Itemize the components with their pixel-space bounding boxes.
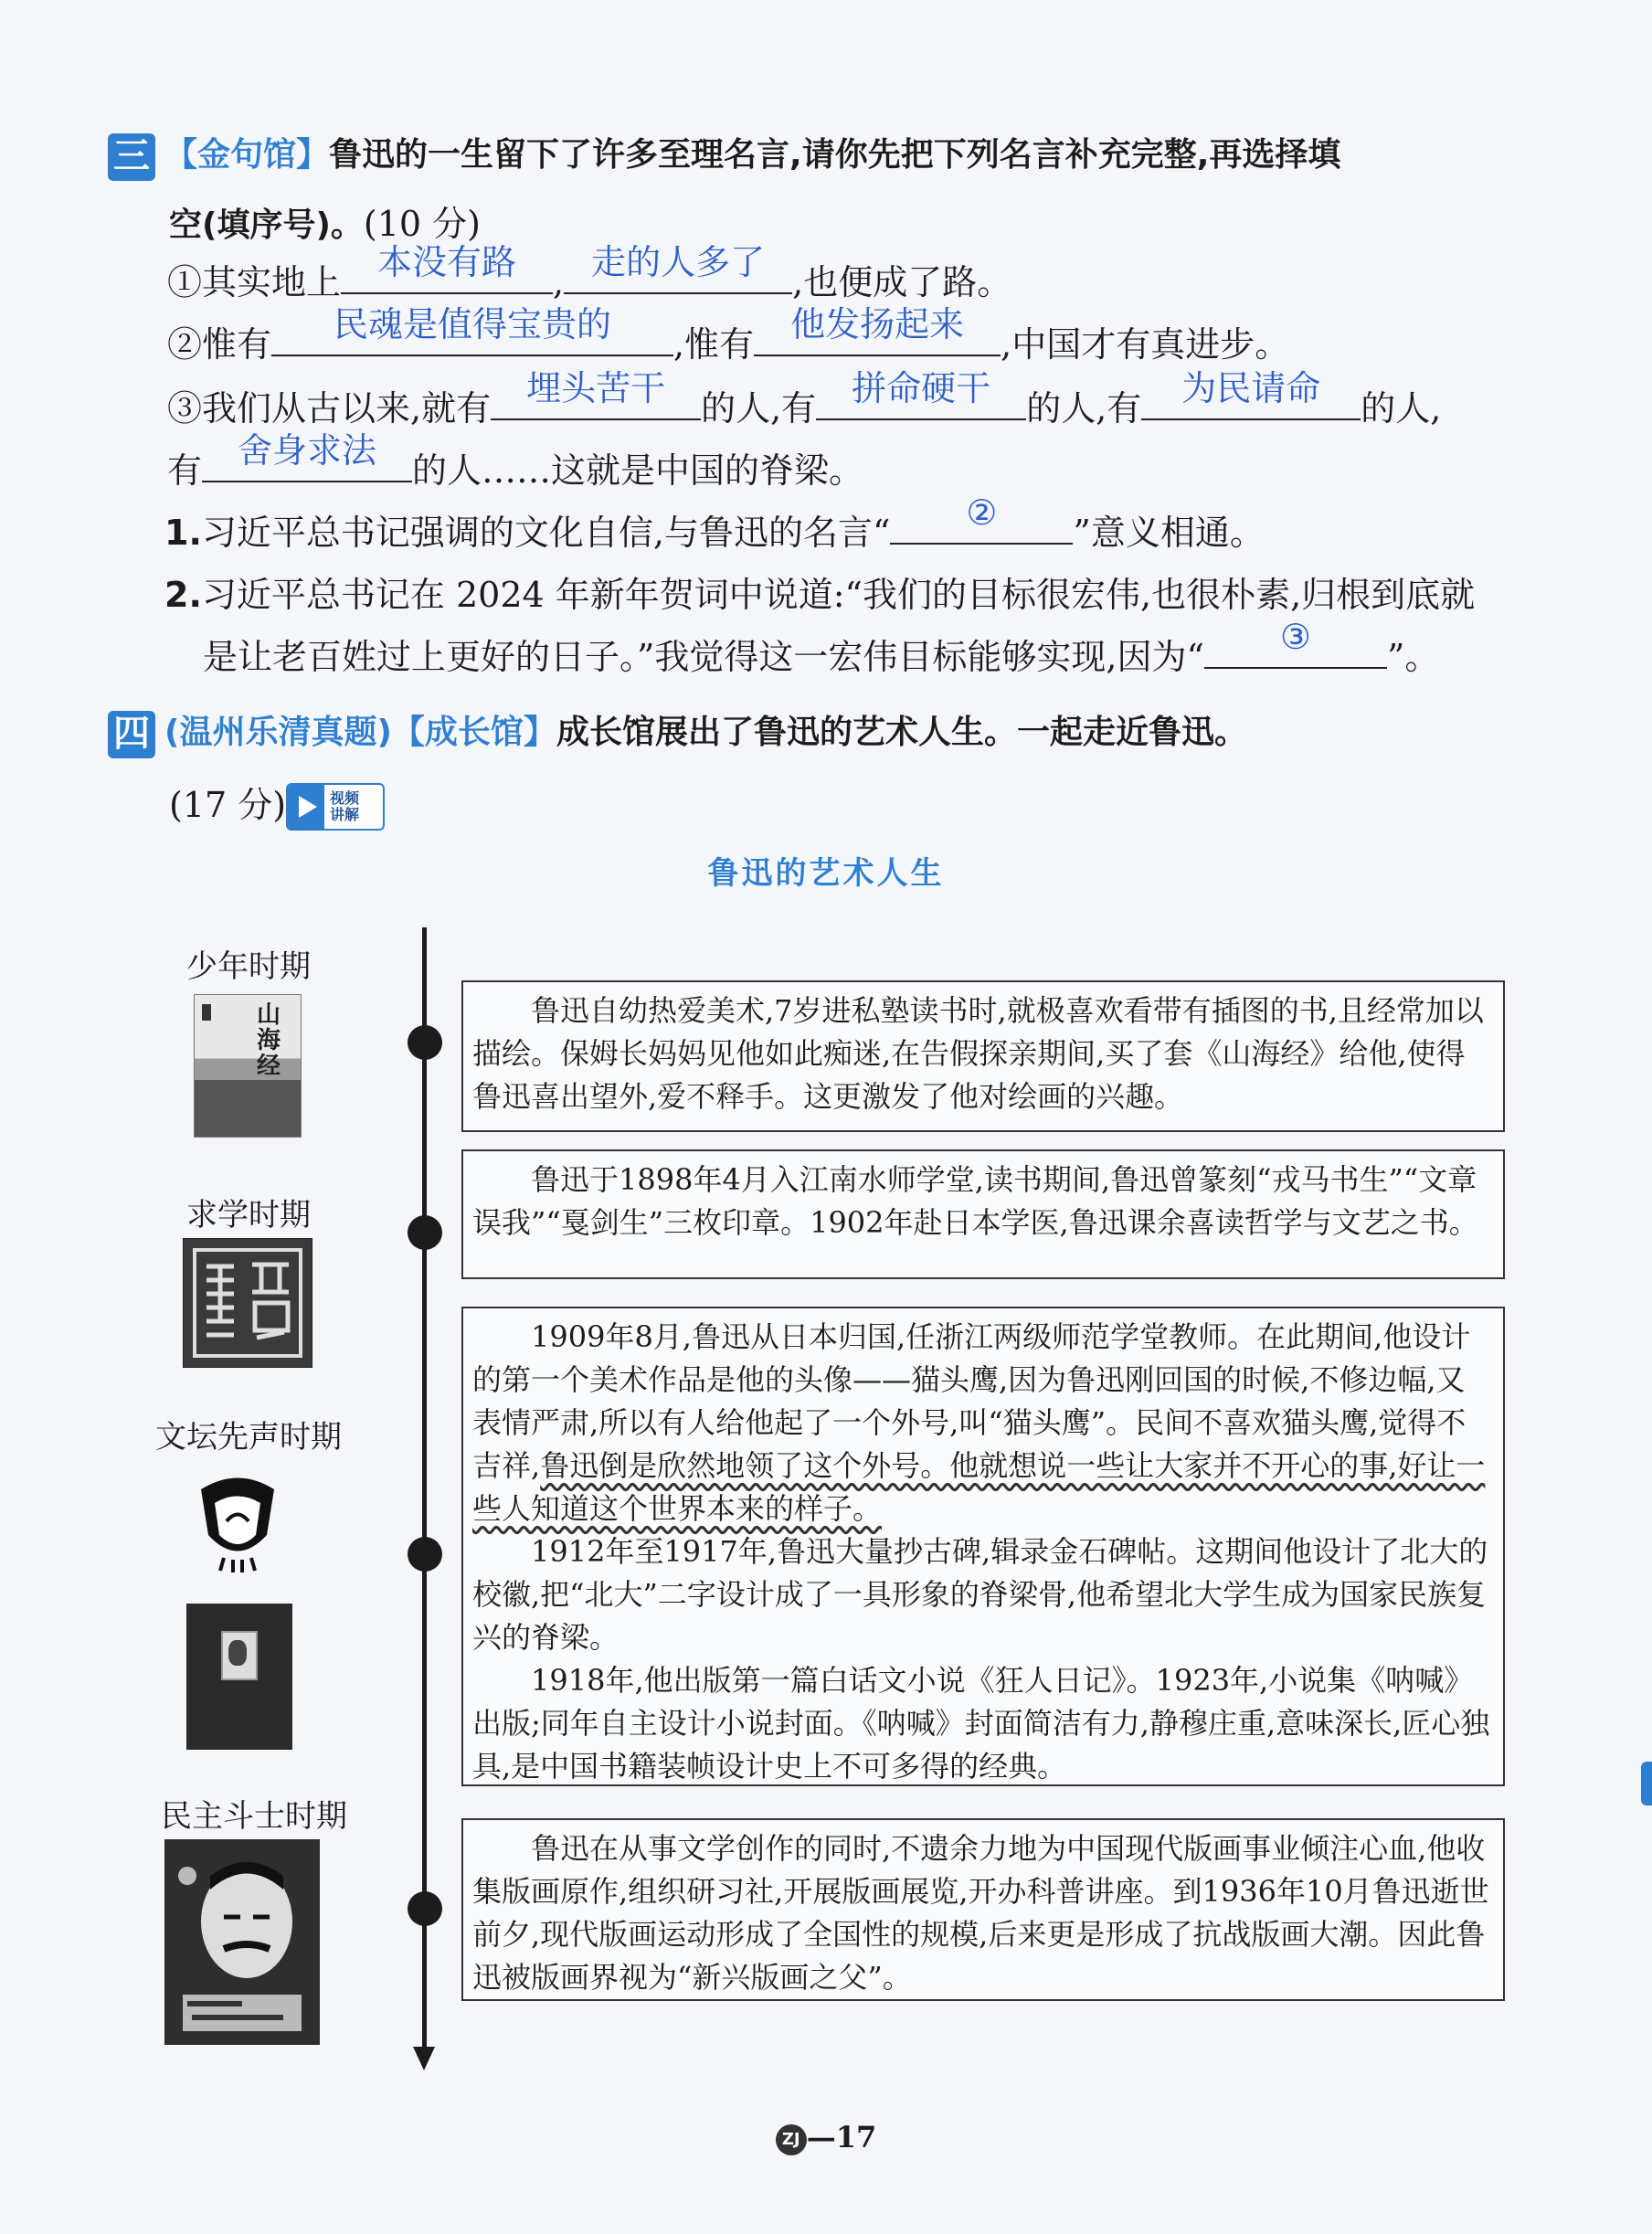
seal-stamp-image xyxy=(183,1238,312,1368)
quote-3-blank-2[interactable]: 拼命硬干 xyxy=(816,391,1026,420)
timeline-arrow-icon xyxy=(413,2047,435,2070)
timeline-dot xyxy=(408,1025,442,1060)
section-4-tag: 【成长馆】 xyxy=(391,714,556,751)
owl-image xyxy=(192,1471,283,1576)
period-label: 求学时期 xyxy=(186,1197,311,1233)
timeline-box-2: 鲁迅于1898年4月入江南水师学堂,读书期间,鲁迅曾篆刻“戎马书生”“文章误我”“戛剑生”三枚印章。1902年赴日本学医,鲁迅课余喜读哲学与文艺之书。 xyxy=(461,1149,1505,1279)
quote-1: ①其实地上 本没有路 , 走的人多了 ,也便成了路。 xyxy=(167,242,1012,302)
period-label: 文坛先声时期 xyxy=(155,1419,342,1456)
section-4-score: (17 分) xyxy=(169,785,287,825)
woodcut-portrait-image xyxy=(164,1839,320,2045)
page-number: —17 xyxy=(806,2120,877,2155)
subq-1: 1.习近平总书记强调的文化自信,与鲁迅的名言“ ② ”意义相通。 xyxy=(164,492,1265,553)
shanhaijing-book-image: 山海经 xyxy=(194,994,302,1138)
subq-2-cont: 是让老百姓过上更好的日子。”我觉得这一宏伟目标能够实现,因为“ ③ ”。 xyxy=(203,617,1440,677)
section-4-intro: (温州乐清真题)【成长馆】成长馆展出了鲁迅的艺术人生。一起走近鲁迅。 xyxy=(164,714,1247,751)
section-3-tag: 【金句馆】 xyxy=(164,136,330,174)
zj-badge: ZJ xyxy=(776,2124,807,2155)
timeline-dot xyxy=(408,1215,442,1250)
quote-3: ③我们从古以来,就有 埋头苦干 的人,有 拼命硬干 的人,有 为民请命 的人, xyxy=(167,368,1442,429)
section-3-score: (10 分) xyxy=(363,204,482,244)
timeline-box-3: 1909年8月,鲁迅从日本归国,任浙江两级师范学堂教师。在此期间,他设计的第一个美术作品是他的头像——猫头鹰,因为鲁迅刚回国的时候,不修边幅,又表情严肃,所以有人给他起了一个外号,叫“猫头鹰”。民间不喜欢猫头鹰,觉得不吉祥,鲁迅倒是欣然地领了这个外号。他就想说一些让大家并不开心的事,好让一些人知道这个世界本来的样子。 1912年至1917年,鲁迅大量抄古碑,辑录金石碑帖。这期间他设计了北大的校徽,把“北大”二字设计成了一具形象的脊梁骨,他希望北大学生成为国家民族复兴的脊梁。 1918年,他出版第一篇白话文小说《狂人日记》。1923年,小说集《呐喊》出版;同年自主设计小说封面。《呐喊》封面简洁有力,静穆庄重,意味深长,匠心独具,是中国书籍装帧设计史上不可多得的经典。 xyxy=(461,1307,1505,1786)
quote-1-blank-2[interactable]: 走的人多了 xyxy=(564,265,792,294)
subq-1-blank[interactable]: ② xyxy=(890,515,1073,545)
wavy-underlined-text: 鲁迅倒是欣然地领了这个外号。他就想说一些让大家并不开心的事,好让一些人知道这个世界本来的样子。 xyxy=(472,1448,1486,1526)
section-4-badge: 四 xyxy=(108,711,155,758)
quote-1-blank-1[interactable]: 本没有路 xyxy=(341,265,553,294)
side-tab xyxy=(1641,1762,1652,1805)
quote-2-blank-2[interactable]: 他发扬起来 xyxy=(754,327,1001,356)
subq-2-blank[interactable]: ③ xyxy=(1204,640,1387,669)
nahan-cover-image xyxy=(186,1604,292,1750)
quote-3-blank-4[interactable]: 舍身求法 xyxy=(202,453,412,482)
quote-3-blank-1[interactable]: 埋头苦干 xyxy=(491,391,701,420)
page-footer xyxy=(0,2120,1652,2155)
play-icon xyxy=(288,785,324,829)
section-4-source: (温州乐清真题) xyxy=(164,714,392,751)
timeline-dot xyxy=(408,1537,442,1572)
quote-2: ②惟有 民魂是值得宝贵的 ,惟有 他发扬起来 ,中国才有真进步。 xyxy=(167,304,1290,365)
timeline-box-1: 鲁迅自幼热爱美术,7岁进私塾读书时,就极喜欢看带有插图的书,且经常加以描绘。保姆长妈妈见他如此痴迷,在告假探亲期间,买了套《山海经》给他,使得鲁迅喜出望外,爱不释手。这更激发了他对绘画的兴趣。 xyxy=(461,980,1505,1132)
video-explanation-button[interactable]: 视频 讲解 xyxy=(286,783,385,831)
period-label: 民主斗士时期 xyxy=(161,1798,347,1835)
subq-2: 2.习近平总书记在 2024 年新年贺词中说道:“我们的目标很宏伟,也很朴素,归根到底就 xyxy=(164,575,1476,615)
timeline-dot xyxy=(408,1891,442,1926)
quote-3-cont: 有 舍身求法 的人……这就是中国的脊梁。 xyxy=(167,430,864,491)
quote-2-blank-1[interactable]: 民魂是值得宝贵的 xyxy=(271,327,673,356)
section-3-intro-line2: 空(填序号)。(10 分) xyxy=(169,204,482,244)
timeline-axis xyxy=(422,927,427,2056)
quote-3-blank-3[interactable]: 为民请命 xyxy=(1141,391,1361,420)
section-3-intro: 【金句馆】鲁迅的一生留下了许多至理名言,请你先把下列名言补充完整,再选择填 xyxy=(164,136,1341,174)
timeline-title: 鲁迅的艺术人生 xyxy=(707,855,945,892)
timeline-box-4: 鲁迅在从事文学创作的同时,不遗余力地为中国现代版画事业倾注心血,他收集版画原作,组织研习社,开展版画展览,开办科普讲座。到1936年10月鲁迅逝世前夕,现代版画运动形成了全国性的规模,后来更是形成了抗战版画大潮。因此鲁迅被版画界视为“新兴版画之父”。 xyxy=(461,1818,1505,2001)
section-3-badge: 三 xyxy=(108,133,155,181)
period-label: 少年时期 xyxy=(186,948,311,985)
